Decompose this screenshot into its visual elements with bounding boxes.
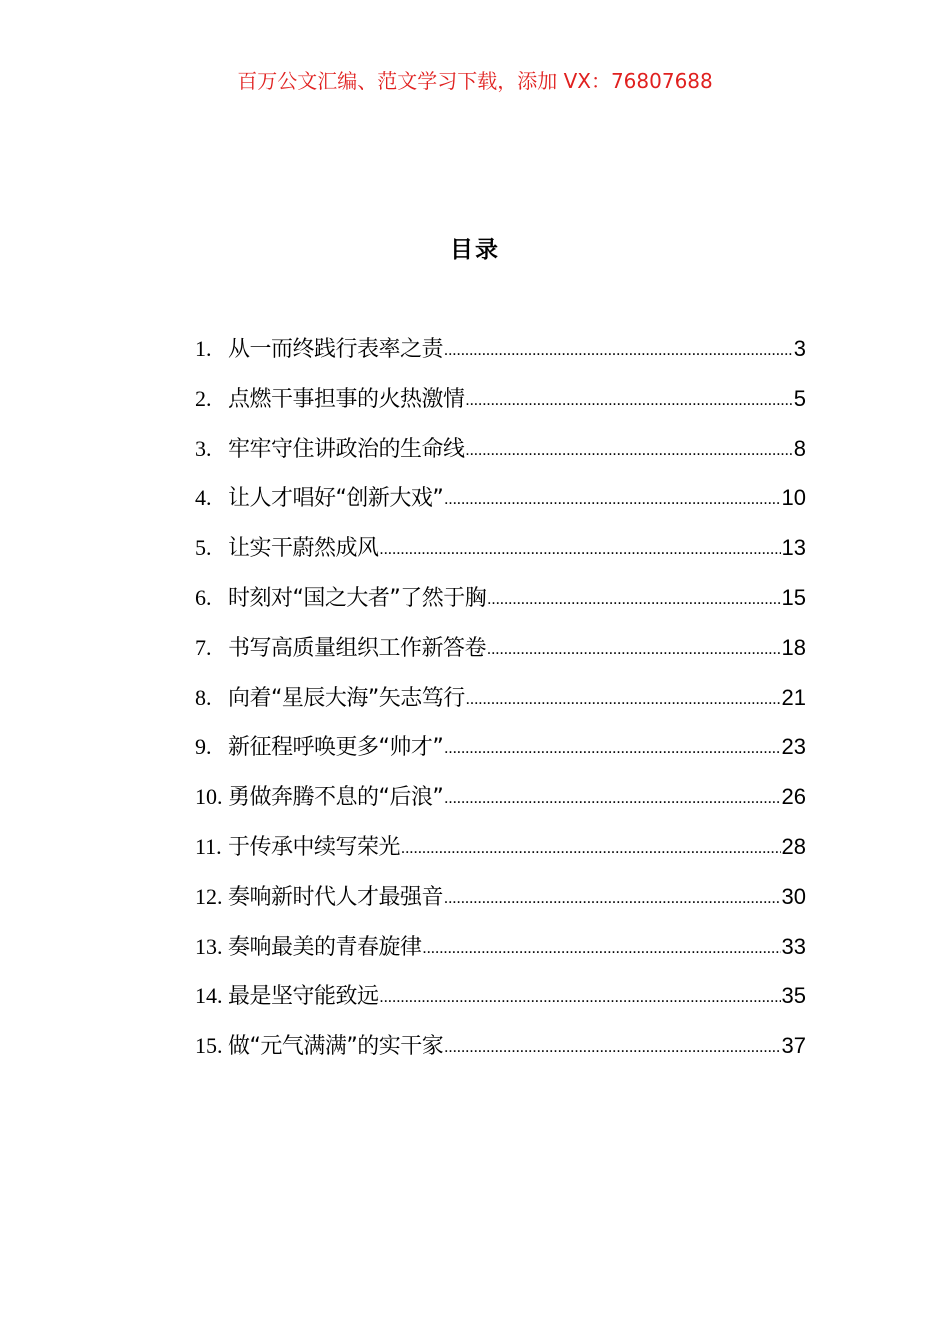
toc-entry-2[interactable] xyxy=(195,382,806,432)
toc-entry-title: 从一而终践行表率之责 xyxy=(228,337,444,362)
toc-entry-number: 11. xyxy=(195,833,222,859)
toc-entry-number: 4. xyxy=(195,485,212,511)
toc-entry-number: 15. xyxy=(195,1033,223,1059)
toc-entry-13[interactable] xyxy=(195,930,806,980)
toc-entry-title: 书写高质量组织工作新答卷 xyxy=(228,635,487,661)
toc-entry-page: 15 xyxy=(781,584,806,610)
table-of-contents xyxy=(195,332,806,1079)
toc-entry-page: 28 xyxy=(781,833,806,859)
toc-entry-11[interactable] xyxy=(195,830,806,880)
toc-entry-page: 37 xyxy=(781,1033,806,1059)
toc-entry-page: 33 xyxy=(781,933,806,959)
toc-dot-leader xyxy=(444,732,780,766)
toc-entry-5[interactable] xyxy=(195,531,806,581)
toc-entry-page: 8 xyxy=(793,435,806,461)
toc-dot-leader xyxy=(487,583,780,617)
toc-dot-leader xyxy=(466,683,781,717)
toc-entry-number: 7. xyxy=(195,634,212,660)
toc-entry-number: 13. xyxy=(195,933,223,959)
toc-entry-title: 让人才唱好“创新大戏” xyxy=(228,486,444,512)
header-banner: 百万公文汇编、范文学习下载，添加 VX：76807688 xyxy=(237,69,713,93)
toc-entry-15[interactable] xyxy=(195,1029,806,1079)
toc-entry-title: 奏响最美的青春旋律 xyxy=(228,934,422,960)
toc-entry-title: 让实干蔚然成风 xyxy=(228,536,379,562)
toc-entry-title: 点燃干事担事的火热激情 xyxy=(228,386,465,412)
toc-entry-page: 30 xyxy=(781,883,806,909)
toc-dot-leader xyxy=(423,932,781,966)
toc-entry-title: 最是坚守能致远 xyxy=(228,984,379,1010)
toc-entry-title: 勇做奔腾不息的“后浪” xyxy=(228,785,444,811)
toc-entry-title: 做“元气满满”的实干家 xyxy=(228,1034,444,1060)
toc-entry-14[interactable] xyxy=(195,979,806,1029)
toc-dot-leader xyxy=(444,782,780,816)
toc-entry-page: 23 xyxy=(781,734,806,760)
toc-entry-number: 8. xyxy=(195,684,212,710)
toc-entry-page: 26 xyxy=(781,784,806,810)
toc-entry-10[interactable] xyxy=(195,780,806,830)
toc-entry-number: 12. xyxy=(195,883,223,909)
toc-entry-page: 18 xyxy=(781,634,806,660)
toc-entry-page: 10 xyxy=(781,485,806,511)
toc-dot-leader xyxy=(444,1031,780,1065)
toc-entry-6[interactable] xyxy=(195,581,806,631)
toc-entry-page: 13 xyxy=(781,535,806,561)
toc-dot-leader xyxy=(401,832,781,866)
toc-entry-7[interactable] xyxy=(195,631,806,681)
toc-entry-number: 9. xyxy=(195,734,212,760)
toc-dot-leader xyxy=(487,633,781,667)
toc-entry-12[interactable] xyxy=(195,880,806,930)
toc-entry-3[interactable] xyxy=(195,432,806,482)
toc-entry-number: 6. xyxy=(195,584,212,610)
toc-entry-number: 1. xyxy=(195,336,212,361)
toc-entry-number: 2. xyxy=(195,385,212,411)
toc-entry-1[interactable] xyxy=(195,332,806,382)
toc-entry-title: 时刻对“国之大者”了然于胸 xyxy=(228,585,487,611)
toc-dot-leader xyxy=(444,882,781,916)
toc-entry-page: 5 xyxy=(793,385,806,411)
toc-title: 目录 xyxy=(450,237,500,263)
toc-dot-leader xyxy=(444,334,793,368)
toc-entry-title: 新征程呼唤更多“帅才” xyxy=(228,735,444,761)
toc-entry-8[interactable] xyxy=(195,681,806,731)
toc-entry-number: 10. xyxy=(195,784,223,810)
toc-entry-number: 5. xyxy=(195,535,212,561)
toc-entry-title: 向着“星辰大海”矢志笃行 xyxy=(228,685,465,711)
toc-entry-page: 21 xyxy=(781,684,806,710)
toc-entry-title: 牢牢守住讲政治的生命线 xyxy=(228,436,465,462)
toc-dot-leader xyxy=(380,533,781,567)
toc-dot-leader xyxy=(380,981,781,1015)
toc-entry-page: 35 xyxy=(781,983,806,1009)
toc-entry-page: 3 xyxy=(793,336,806,361)
toc-dot-leader xyxy=(444,483,780,517)
toc-entry-9[interactable] xyxy=(195,730,806,780)
toc-dot-leader xyxy=(466,384,793,418)
toc-dot-leader xyxy=(466,434,793,468)
toc-entry-title: 奏响新时代人才最强音 xyxy=(228,884,444,910)
toc-entry-number: 3. xyxy=(195,435,212,461)
toc-entry-4[interactable] xyxy=(195,481,806,531)
toc-entry-number: 14. xyxy=(195,983,223,1009)
toc-entry-title: 于传承中续写荣光 xyxy=(228,834,401,860)
